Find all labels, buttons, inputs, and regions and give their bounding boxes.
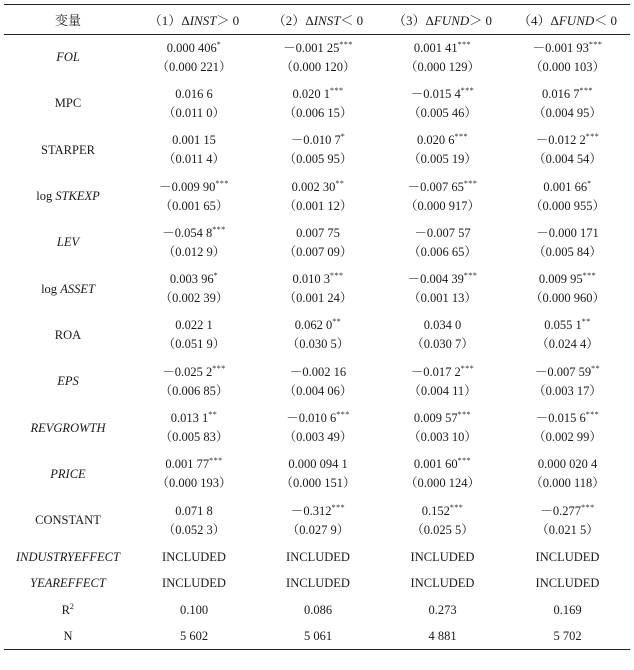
variable-name: ROA	[54, 327, 82, 342]
standard-error: （0.004 11）	[408, 383, 477, 398]
table-row	[4, 312, 630, 358]
coefficient-cell	[505, 451, 630, 497]
coefficient-cell	[256, 127, 380, 173]
standard-error: （0.000 124）	[404, 476, 480, 491]
significance-stars: ***	[457, 456, 472, 466]
significance-stars: ***	[454, 132, 468, 142]
header-col-3: （3）ΔFUND＞ 0	[380, 5, 505, 35]
coefficient-cell	[505, 173, 630, 219]
header-variable: 变量	[4, 5, 132, 35]
standard-error: （0.027 9）	[286, 522, 350, 537]
table-row	[4, 405, 630, 451]
footer-value: 5 061	[256, 623, 380, 650]
coefficient-value: 0.001 41***	[413, 39, 472, 55]
coefficient-cell	[505, 127, 630, 173]
coefficient-value: 0.016 6	[175, 86, 213, 101]
significance-stars: **	[208, 410, 218, 420]
table-row	[4, 81, 630, 127]
standard-error: （0.007 09）	[283, 244, 353, 259]
coefficient-cell	[256, 35, 380, 81]
significance-stars: **	[581, 317, 591, 327]
footer-row	[4, 597, 630, 624]
coefficient-value: －0.002 16	[289, 364, 347, 379]
coefficient-value: －0.007 59**	[534, 363, 601, 379]
significance-stars: ***	[582, 271, 597, 281]
variable-name: MPC	[54, 96, 82, 111]
coefficient-cell	[256, 220, 380, 266]
footer-value: INCLUDED	[162, 549, 226, 564]
standard-error: （0.005 19）	[408, 152, 477, 167]
significance-stars: ***	[460, 363, 475, 373]
coefficient-value: 0.071 8	[175, 503, 213, 518]
coefficient-value: －0.277***	[540, 502, 595, 518]
standard-error: （0.005 46）	[408, 105, 477, 120]
significance-stars: ***	[330, 85, 344, 95]
coefficient-cell	[505, 220, 630, 266]
footer-value: 5 702	[505, 623, 630, 650]
standard-error: （0.006 15）	[283, 105, 353, 120]
coefficient-cell	[132, 497, 256, 543]
footer-value: INCLUDED	[410, 576, 475, 591]
significance-stars: *	[213, 271, 219, 281]
variable-name: REVGROWTH	[30, 420, 106, 435]
significance-stars: ***	[212, 363, 226, 373]
significance-stars: **	[332, 317, 342, 327]
significance-stars: ***	[457, 410, 472, 420]
footer-value: 5 602	[132, 623, 256, 650]
significance-stars: ***	[585, 410, 600, 420]
coefficient-value: 0.001 15	[172, 133, 216, 148]
significance-stars: ***	[588, 39, 603, 49]
coefficient-cell	[256, 497, 380, 543]
standard-error: （0.001 65）	[159, 198, 229, 213]
standard-error: （0.000 955）	[529, 198, 605, 213]
significance-stars: ***	[331, 502, 346, 512]
footer-value: INCLUDED	[162, 576, 226, 591]
variable-name: PRICE	[50, 466, 86, 481]
coefficient-cell	[132, 127, 256, 173]
coefficient-value: －0.015 4***	[410, 85, 475, 101]
standard-error: （0.003 49）	[283, 430, 353, 445]
coefficient-cell	[380, 220, 505, 266]
significance-stars: ***	[330, 271, 344, 281]
coefficient-cell	[380, 359, 505, 405]
significance-stars: ***	[449, 502, 464, 512]
standard-error: （0.001 12）	[283, 198, 353, 213]
standard-error: （0.000 120）	[280, 59, 356, 74]
coefficient-cell	[256, 405, 380, 451]
coefficient-cell	[132, 312, 256, 358]
coefficient-value: －0.010 6***	[286, 410, 350, 426]
standard-error: （0.000 129）	[404, 59, 480, 74]
standard-error: （0.000 960）	[529, 291, 605, 306]
significance-stars: ***	[585, 132, 600, 142]
standard-error: （0.001 13）	[408, 291, 477, 306]
coefficient-cell	[132, 81, 256, 127]
coefficient-cell	[132, 220, 256, 266]
significance-stars: ***	[581, 502, 595, 512]
significance-stars: ***	[209, 456, 223, 466]
standard-error: （0.004 95）	[533, 105, 602, 120]
standard-error: （0.000 103）	[529, 59, 605, 74]
coefficient-value: －0.054 8***	[162, 224, 226, 240]
significance-stars: **	[591, 363, 601, 373]
coefficient-value: 0.001 60***	[413, 456, 472, 472]
standard-error: （0.003 10）	[408, 430, 477, 445]
standard-error: （0.005 83）	[159, 430, 229, 445]
footer-value: INCLUDED	[410, 549, 475, 564]
standard-error: （0.002 39）	[159, 291, 229, 306]
coefficient-value: －0.025 2***	[162, 363, 226, 379]
coefficient-cell	[505, 359, 630, 405]
footer-value: 0.086	[303, 602, 333, 617]
footer-row	[4, 544, 630, 571]
footer-value: INCLUDED	[286, 576, 350, 591]
coefficient-value: 0.001 66*	[543, 178, 592, 194]
coefficient-cell	[256, 266, 380, 312]
coefficient-cell	[380, 81, 505, 127]
coefficient-cell	[380, 173, 505, 219]
variable-name: CONSTANT	[35, 513, 101, 528]
table-body	[4, 35, 630, 650]
standard-error: （0.005 95）	[283, 152, 353, 167]
coefficient-value: －0.012 2***	[535, 132, 600, 148]
significance-stars: ***	[215, 178, 229, 188]
standard-error: （0.001 24）	[283, 291, 353, 306]
standard-error: （0.021 5）	[536, 522, 599, 537]
coefficient-value: 0.022 1	[175, 318, 213, 333]
coefficient-value: －0.001 25***	[283, 39, 353, 55]
standard-error: （0.051 9）	[162, 337, 226, 352]
standard-error: （0.005 84）	[533, 244, 602, 259]
coefficient-cell	[132, 266, 256, 312]
significance-stars: ***	[339, 39, 353, 49]
coefficient-cell	[132, 359, 256, 405]
coefficient-value: 0.013 1**	[170, 410, 218, 426]
variable-name: FOL	[56, 50, 80, 65]
footer-value: 0.100	[179, 602, 209, 617]
significance-stars: ***	[457, 39, 472, 49]
coefficient-cell	[505, 497, 630, 543]
significance-stars: ***	[579, 85, 593, 95]
table-row	[4, 497, 630, 543]
footer-value: INCLUDED	[286, 549, 350, 564]
table-row	[4, 173, 630, 219]
footer-value: 0.273	[428, 602, 457, 617]
coefficient-cell	[505, 405, 630, 451]
footer-label: YEAREFFECT	[30, 576, 106, 591]
header-col-1: （1）ΔINST＞ 0	[132, 5, 256, 35]
coefficient-cell	[380, 312, 505, 358]
standard-error: （0.030 5）	[286, 337, 350, 352]
coefficient-cell	[380, 405, 505, 451]
standard-error: （0.000 118）	[530, 476, 605, 491]
standard-error: （0.025 5）	[411, 522, 474, 537]
coefficient-cell	[380, 451, 505, 497]
coefficient-cell	[132, 173, 256, 219]
coefficient-value: －0.010 7*	[290, 132, 346, 148]
significance-stars: ***	[463, 271, 478, 281]
coefficient-cell	[505, 35, 630, 81]
footer-value: 4 881	[380, 623, 505, 650]
header-col-2: （2）ΔINST＜ 0	[256, 5, 380, 35]
coefficient-cell	[132, 35, 256, 81]
significance-stars: ***	[463, 178, 478, 188]
coefficient-cell	[380, 266, 505, 312]
coefficient-value: 0.000 094 1	[288, 457, 348, 472]
table-header	[4, 5, 630, 35]
significance-stars: ***	[460, 85, 475, 95]
footer-label: INDUSTRYEFFECT	[16, 549, 120, 564]
standard-error: （0.012 9）	[162, 244, 226, 259]
coefficient-value: 0.020 1***	[292, 85, 344, 101]
coefficient-cell	[132, 451, 256, 497]
coefficient-cell	[132, 405, 256, 451]
standard-error: （0.004 06）	[283, 383, 353, 398]
footer-row	[4, 623, 630, 650]
coefficient-value: －0.017 2***	[410, 363, 475, 379]
coefficient-value: 0.062 0**	[294, 317, 342, 333]
coefficient-cell	[505, 312, 630, 358]
standard-error: （0.000 193）	[156, 476, 232, 491]
coefficient-cell	[380, 127, 505, 173]
coefficient-value: 0.152***	[421, 502, 464, 518]
coefficient-value: 0.055 1**	[544, 317, 591, 333]
coefficient-cell	[256, 451, 380, 497]
standard-error: （0.002 99）	[533, 430, 602, 445]
significance-stars: ***	[336, 410, 350, 420]
coefficient-cell	[380, 35, 505, 81]
standard-error: （0.004 54）	[533, 152, 602, 167]
variable-name: STARPER	[41, 142, 95, 157]
coefficient-value: 0.009 57***	[413, 410, 472, 426]
standard-error: （0.000 917）	[404, 198, 480, 213]
standard-error: （0.000 151）	[280, 476, 356, 491]
standard-error: （0.000 221）	[156, 59, 232, 74]
footer-row	[4, 570, 630, 597]
coefficient-value: 0.034 0	[423, 318, 462, 333]
coefficient-value: －0.007 57	[414, 225, 471, 240]
coefficient-value: 0.001 77***	[165, 456, 223, 472]
coefficient-value: －0.000 171	[536, 225, 599, 240]
coefficient-value: 0.002 30**	[291, 178, 345, 194]
coefficient-value: 0.003 96*	[169, 271, 219, 287]
coefficient-cell	[505, 81, 630, 127]
footer-value: INCLUDED	[535, 549, 600, 564]
variable-name: log ASSET	[41, 281, 95, 296]
coefficient-value: 0.010 3***	[292, 271, 344, 287]
coefficient-cell	[380, 497, 505, 543]
coefficient-value: 0.020 6***	[417, 132, 468, 148]
table-row	[4, 35, 630, 81]
header-col-4: （4）ΔFUND＜ 0	[505, 5, 630, 35]
significance-stars: ***	[212, 224, 226, 234]
standard-error: （0.011 0）	[162, 105, 226, 120]
table-row	[4, 127, 630, 173]
variable-name: EPS	[57, 374, 79, 389]
footer-label: $R^2$	[61, 601, 75, 617]
coefficient-cell	[505, 266, 630, 312]
coefficient-value: 0.016 7***	[542, 85, 593, 101]
standard-error: （0.052 3）	[162, 522, 226, 537]
coefficient-value: －0.001 93***	[532, 39, 603, 55]
footer-value: 0.169	[553, 602, 582, 617]
significance-stars: *	[216, 39, 222, 49]
coefficient-value: 0.000 020 4	[537, 457, 598, 472]
standard-error: （0.003 17）	[533, 383, 602, 398]
standard-error: （0.006 85）	[159, 383, 229, 398]
table-row	[4, 451, 630, 497]
table-row	[4, 359, 630, 405]
coefficient-value: －0.009 90***	[159, 178, 229, 194]
significance-stars: *	[587, 178, 592, 188]
coefficient-value: －0.015 6***	[535, 410, 600, 426]
coefficient-cell	[256, 359, 380, 405]
coefficient-cell	[256, 312, 380, 358]
standard-error: （0.024 4）	[536, 337, 599, 352]
standard-error: （0.006 65）	[408, 244, 477, 259]
table-row	[4, 266, 630, 312]
standard-error: （0.011 4）	[162, 152, 226, 167]
coefficient-value: 0.007 75	[296, 225, 340, 240]
table-row	[4, 220, 630, 266]
significance-stars: **	[335, 178, 345, 188]
footer-value: INCLUDED	[535, 576, 600, 591]
coefficient-value: 0.000 406*	[166, 39, 222, 55]
standard-error: （0.030 7）	[411, 337, 474, 352]
variable-name: LEV	[56, 235, 80, 250]
coefficient-value: －0.312***	[290, 502, 346, 518]
significance-stars: *	[340, 132, 346, 142]
variable-name: log STKEXP	[36, 189, 100, 204]
coefficient-value: 0.009 95***	[538, 271, 597, 287]
coefficient-value: －0.007 65***	[407, 178, 478, 194]
regression-table	[4, 4, 630, 650]
footer-label: N	[4, 623, 132, 650]
coefficient-value: －0.004 39***	[407, 271, 478, 287]
coefficient-cell	[256, 173, 380, 219]
coefficient-cell	[256, 81, 380, 127]
